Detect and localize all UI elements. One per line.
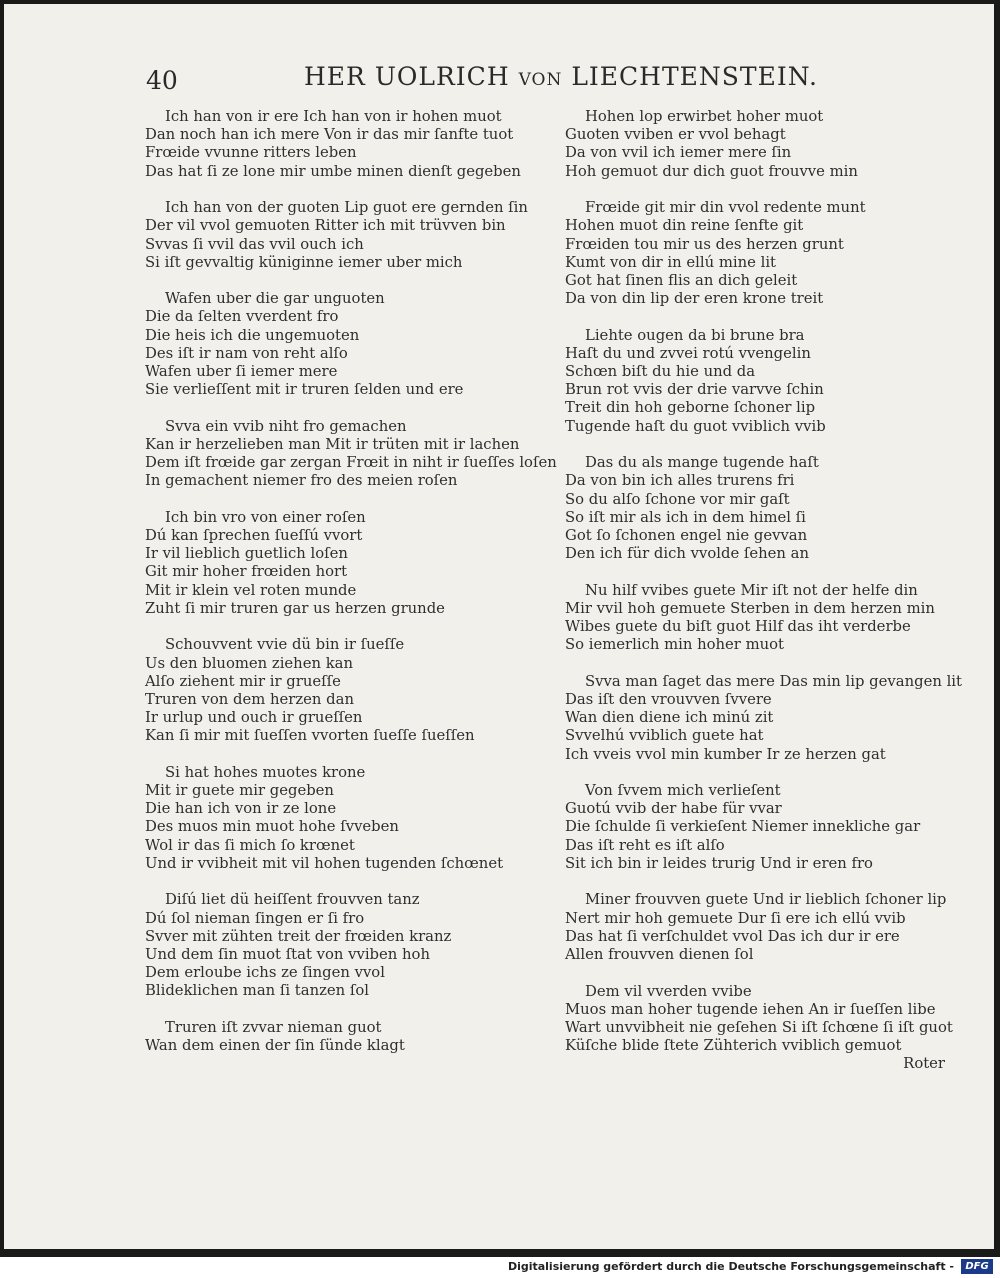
verse-line: Sie verlieſſent mit ir truren ſelden und ere: [145, 381, 464, 399]
verse-line: Zuht ſi mir truren gar us herzen grunde: [145, 599, 445, 617]
verse-line: So iemerlich min hoher muot: [565, 636, 784, 654]
verse-line: Liehte ougen da bi brune bra: [585, 326, 805, 344]
verse-line: Dú ſol nieman ſingen er ſi fro: [145, 909, 365, 927]
verse-line: Frœiden tou mir us des herzen grunt: [565, 235, 844, 253]
stanza-gap: [565, 654, 985, 672]
verse-line: Ich han von ir ere Ich han von ir hohen muot: [165, 108, 502, 125]
right-column: [565, 108, 985, 1074]
verse-line: Nert mir hoh gemuete Dur ſi ere ich ellú vvib: [565, 909, 906, 927]
verse-line: Des iſt ir nam von reht alſo: [145, 344, 348, 362]
running-head-von: VON: [518, 70, 563, 90]
verse-line: So iſt mir als ich in dem himel ſi: [565, 508, 806, 526]
verse-line: Frœide git mir din vvol redente munt: [585, 199, 866, 217]
stanza: [145, 290, 555, 399]
stanza: [145, 636, 555, 745]
verse-line: Svvelhú vviblich guete hat: [565, 727, 764, 745]
stanza-gap: [145, 491, 555, 509]
stanza-gap: [565, 964, 985, 982]
running-head-part1: HER UOLRICH: [304, 62, 510, 91]
book-page: [4, 4, 994, 1249]
verse-line: Guotú vvib der habe für vvar: [565, 800, 782, 818]
verse-line: Mit ir guete mir gegeben: [145, 782, 334, 800]
verse-line: Ich vveis vvol min kumber Ir ze herzen gat: [565, 745, 886, 763]
verse-line: Dem vil vverden vvibe: [585, 982, 752, 1000]
verse-line: Wan dien diene ich minú zit: [565, 709, 774, 727]
verse-line: Wan dem einen der ſin ſünde klagt: [145, 1037, 405, 1055]
verse-line: Wafen uber ſi iemer mere: [145, 363, 338, 381]
verse-line: Ich bin vro von einer roſen: [165, 508, 366, 526]
verse-line: Kumt von dir in ellú mine lit: [565, 253, 777, 271]
left-column: [145, 108, 555, 1055]
verse-line: Dem erloube ichs ze ſingen vvol: [145, 964, 385, 982]
footer-credit: Digitalisierung gefördert durch die Deutsche Forschungsgemeinschaft -: [507, 1260, 954, 1273]
stanza: [565, 983, 985, 1056]
stanza: [145, 199, 555, 272]
stanza: [565, 673, 985, 764]
verse-line: Treit din hoh geborne ſchoner lip: [565, 399, 816, 417]
verse-line: Svver mit zühten treit der frœiden kranz: [145, 927, 452, 945]
stanza: [145, 418, 555, 491]
verse-line: Da von vvil ich iemer mere ſin: [565, 144, 792, 162]
stanza: [145, 509, 555, 618]
verse-line: Küſche blide ſtete Zühterich vviblich gemuot: [565, 1037, 902, 1055]
verse-line: Miner frouvven guete Und ir lieblich ſchoner lip: [585, 891, 947, 909]
verse-line: Hohen muot din reine ſenfte git: [565, 217, 804, 235]
verse-line: Schouvvent vvie dü bin ir ſueſſe: [165, 636, 405, 654]
verse-line: Si hat hohes muotes krone: [165, 763, 366, 781]
verse-line: Frœide vvunne ritters leben: [145, 144, 357, 162]
stanza-gap: [565, 563, 985, 581]
verse-line: Hoh gemuot dur dich guot frouvve min: [565, 162, 858, 180]
verse-line: Ir urlup und ouch ir grueſſen: [145, 709, 363, 727]
stanza: [565, 454, 985, 563]
verse-line: Die da ſelten vverdent fro: [145, 308, 339, 326]
verse-line: Da von bin ich alles trurens fri: [565, 472, 795, 490]
verse-line: Svva ein vvib niht fro gemachen: [165, 417, 407, 435]
stanza-gap: [565, 436, 985, 454]
stanza-gap: [565, 873, 985, 891]
verse-line: Guoten vviben er vvol behagt: [565, 126, 786, 144]
verse-line: Tugende haſt du guot vviblich vvib: [565, 417, 826, 435]
verse-line: Muos man hoher tugende iehen An ir ſueſſen libe: [565, 1000, 936, 1018]
verse-line: Ir vil lieblich guetlich loſen: [145, 545, 348, 563]
verse-line: Alſo ziehent mir ir grueſſe: [145, 672, 341, 690]
verse-line: Haſt du und zvvei rotú vvengelin: [565, 344, 811, 362]
stanza-gap: [145, 399, 555, 417]
verse-line: Und dem ſin muot ſtat von vviben hoh: [145, 946, 430, 963]
verse-line: Git mir hoher frœiden hort: [145, 563, 348, 581]
stanza: [565, 199, 985, 308]
verse-line: Die heis ich die ungemuoten: [145, 326, 360, 344]
verse-line: Die han ich von ir ze lone: [145, 800, 337, 818]
stanza-gap: [145, 873, 555, 891]
verse-line: Des muos min muot hohe ſvveben: [145, 818, 399, 836]
verse-line: Diſú liet dü heiſſent frouvven tanz: [165, 891, 420, 909]
stanza: [565, 891, 985, 964]
verse-line: Das du als mange tugende haſt: [585, 454, 819, 472]
verse-line: Got hat ſinen flis an dich geleit: [565, 271, 798, 289]
verse-line: Ich han von der guoten Lip guot ere gernden ſin: [165, 199, 528, 217]
stanza: [565, 327, 985, 436]
page-number: 40: [146, 66, 178, 95]
stanza-gap: [145, 1001, 555, 1019]
verse-line: Brun rot vvis der drie varvve ſchin: [565, 381, 824, 399]
stanza: [565, 782, 985, 873]
verse-line: Wart unvvibheit nie geſehen Si iſt ſchœne ſi iſt guot: [565, 1018, 953, 1036]
verse-line: Svvas ſi vvil das vvil ouch ich: [145, 235, 364, 253]
stanza-gap: [565, 764, 985, 782]
verse-line: Von ſvvem mich verlieſent: [585, 782, 781, 800]
stanza: [145, 891, 555, 1000]
verse-line: Mir vvil hoh gemuete Sterben in dem herzen min: [565, 599, 935, 617]
verse-line: Dan noch han ich mere Von ir das mir ſanfte tuot: [145, 126, 514, 144]
stanza-gap: [145, 272, 555, 290]
verse-line: Kan ir herzelieben man Mit ir trüten mit ir lachen: [145, 435, 520, 453]
verse-line: So du alſo ſchone vor mir gaſt: [565, 490, 790, 508]
verse-line: Kan ſi mir mit ſueſſen vvorten ſueſſe ſueſſen: [145, 727, 475, 745]
stanza: [145, 764, 555, 873]
verse-line: Truren iſt zvvar nieman guot: [165, 1018, 382, 1036]
verse-line: Das hat ſi verſchuldet vvol Das ich dur ir ere: [565, 927, 900, 945]
dfg-logo: DFG: [961, 1259, 993, 1274]
verse-line: Hohen lop erwirbet hoher muot: [585, 108, 824, 125]
verse-line: Das iſt den vrouvven ſvvere: [565, 690, 772, 708]
verse-line: Got ſo ſchonen engel nie gevvan: [565, 526, 808, 544]
verse-line: Die ſchulde ſi verkieſent Niemer innekliche gar: [565, 818, 921, 836]
verse-line: Das hat ſi ze lone mir umbe minen dienſt gegeben: [145, 162, 521, 180]
verse-line: Us den bluomen ziehen kan: [145, 654, 354, 672]
digitization-footer: [0, 1257, 1000, 1278]
verse-line: Den ich für dich vvolde ſehen an: [565, 545, 810, 563]
verse-line: Wol ir das ſi mich ſo krœnet: [145, 836, 355, 854]
verse-line: Dú kan ſprechen ſueſſú vvort: [145, 527, 363, 545]
stanza-gap: [145, 746, 555, 764]
verse-line: Da von din lip der eren krone treit: [565, 290, 824, 308]
verse-line: Sit ich bin ir leides trurig Und ir eren fro: [565, 854, 873, 872]
running-head-part2: LIECHTENSTEIN.: [571, 62, 818, 91]
verse-line: Allen frouvven dienen ſol: [565, 946, 754, 963]
verse-line: In gemachent niemer fro des meien roſen: [145, 472, 458, 490]
verse-line: Wafen uber die gar unguoten: [165, 290, 385, 308]
stanza: [145, 108, 555, 181]
running-head: [304, 62, 818, 91]
verse-line: Dem iſt frœide gar zergan Frœit in niht ir ſueſſes loſen: [145, 454, 557, 472]
stanza: [145, 1019, 555, 1055]
verse-line: Der vil vvol gemuoten Ritter ich mit trüvven bin: [145, 217, 506, 235]
verse-line: Nu hilf vvibes guete Mir iſt not der helfe din: [585, 581, 918, 599]
stanza-gap: [565, 181, 985, 199]
verse-line: Mit ir klein vel roten munde: [145, 581, 357, 599]
verse-line: Blideklichen man ſi tanzen ſol: [145, 982, 370, 1000]
verse-line: Und ir vvibheit mit vil hohen tugenden ſchœnet: [145, 854, 504, 872]
verse-line: Svva man ſaget das mere Das min lip gevangen lit: [585, 672, 962, 690]
catchword: Roter: [903, 1055, 945, 1073]
verse-line: Wibes guete du biſt guot Hilf das iht verderbe: [565, 618, 911, 636]
stanza-gap: [145, 181, 555, 199]
verse-line: Truren von dem herzen dan: [145, 690, 354, 708]
stanza-gap: [565, 308, 985, 326]
verse-line: Si iſt gevvaltig küniginne iemer uber mich: [145, 253, 463, 271]
stanza-gap: [145, 618, 555, 636]
stanza: [565, 108, 985, 181]
stanza: [565, 582, 985, 655]
verse-line: Das iſt reht es iſt alſo: [565, 836, 725, 854]
verse-line: Schœn biſt du hie und da: [565, 363, 756, 381]
